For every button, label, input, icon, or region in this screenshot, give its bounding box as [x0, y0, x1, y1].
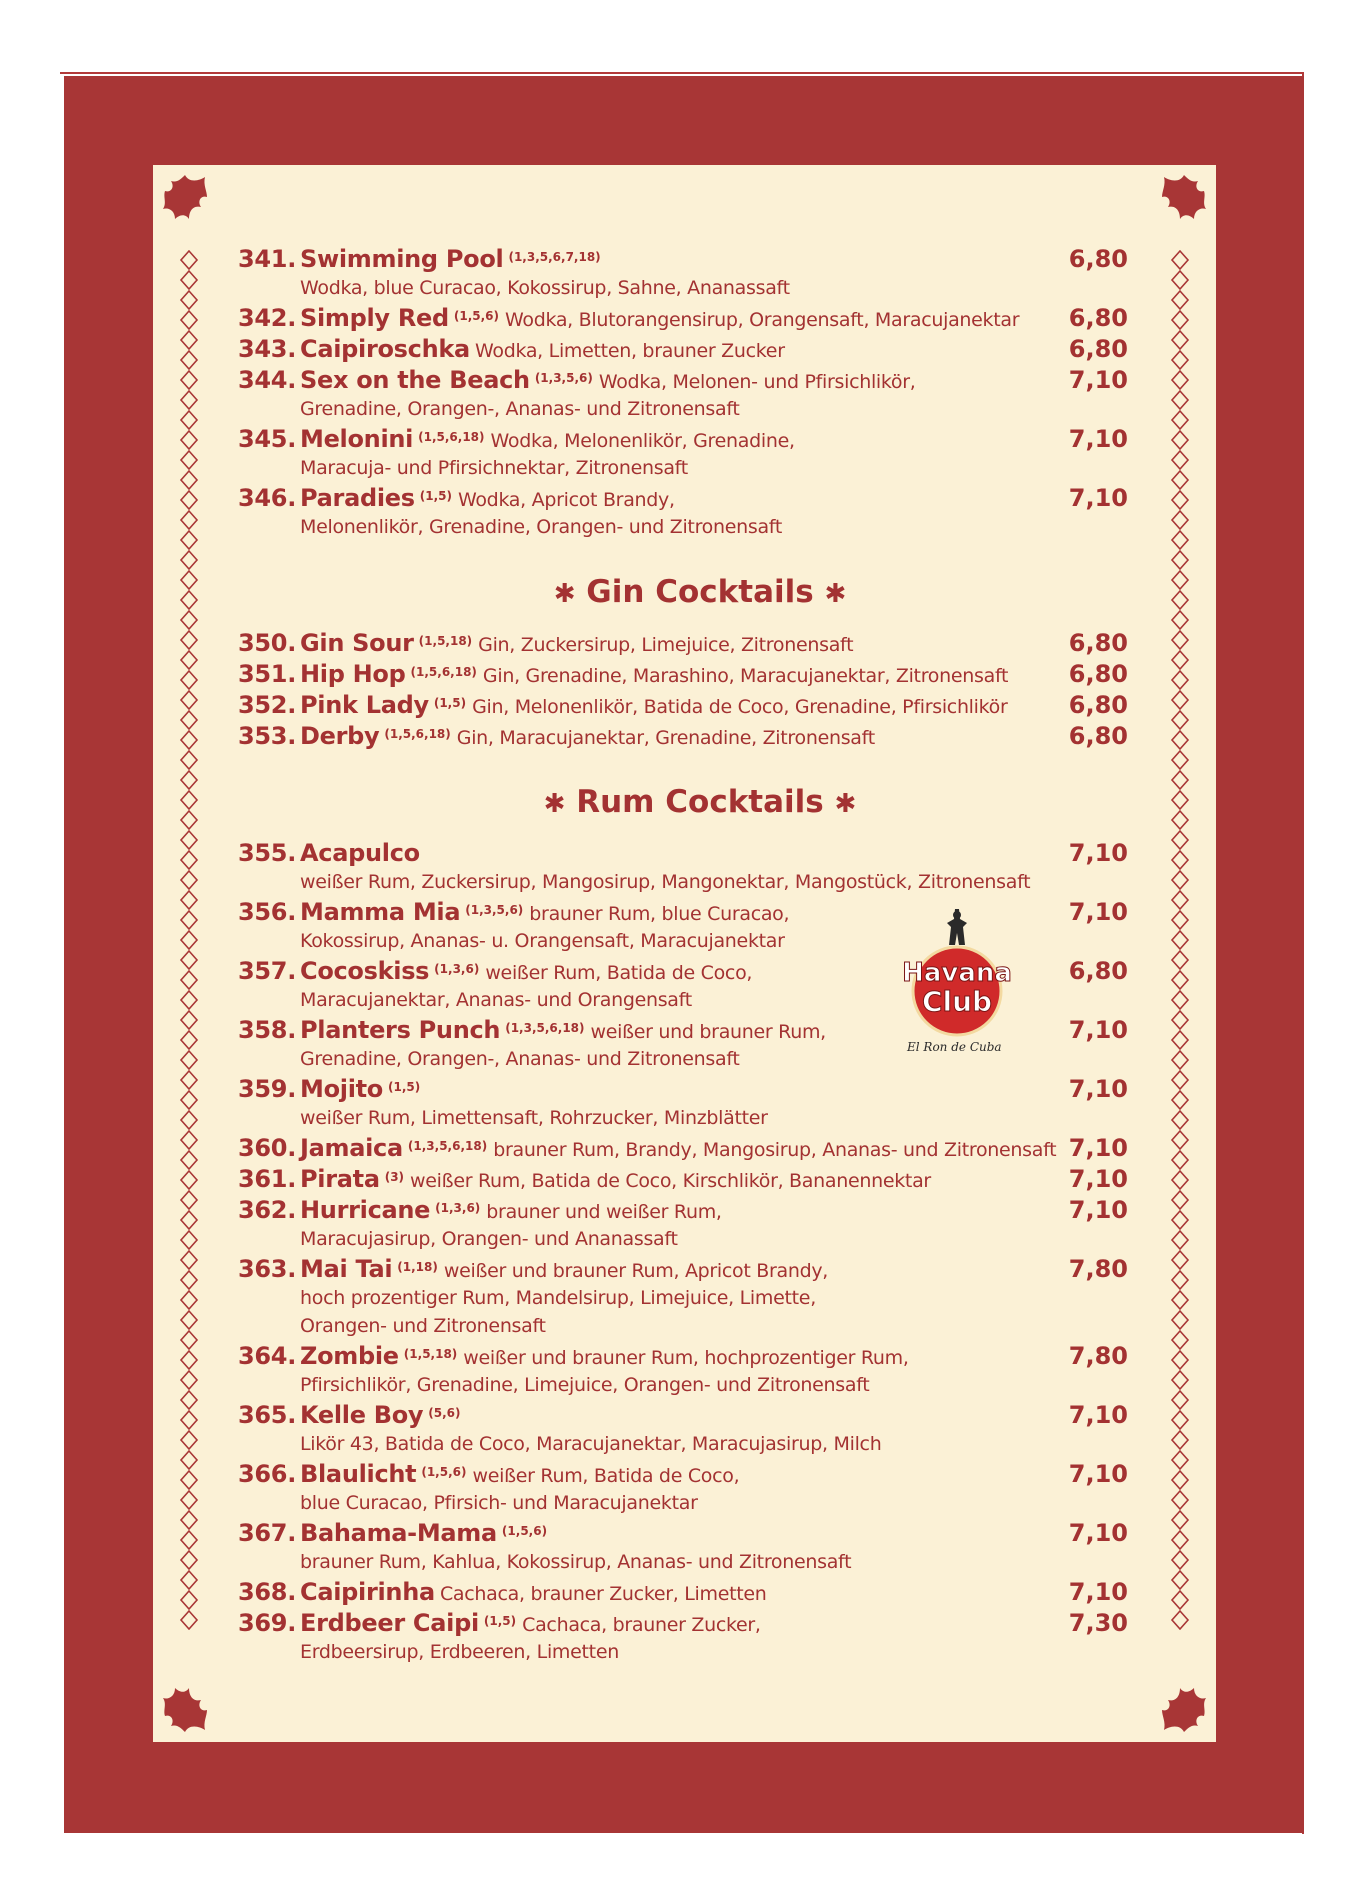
item-description: weißer und brauner Rum, Apricot Brandy,	[443, 1260, 829, 1282]
menu-item	[238, 366, 1128, 425]
logo-word-2: Club	[921, 985, 993, 1018]
fleur-ornament-icon	[159, 171, 211, 223]
item-number: 358.	[238, 1016, 297, 1044]
fleur-ornament-icon	[159, 1684, 211, 1736]
item-description-cont: Maracuja- und Pfirsichnektar, Zitronensaft	[300, 457, 688, 479]
star-icon: ✱	[834, 789, 857, 819]
item-name: Pirata	[300, 1165, 380, 1193]
menu-item	[238, 335, 1128, 366]
item-number: 357.	[238, 957, 297, 985]
item-description-cont: blue Curacao, Pfirsich- und Maracujanektar	[300, 1492, 698, 1514]
item-number: 359.	[238, 1075, 297, 1103]
item-description: Gin, Melonenlikör, Batida de Coco, Grenadine, Pfirsichlikör	[472, 696, 1008, 718]
item-name: Zombie	[300, 1342, 399, 1370]
item-additives: (1,3,6)	[434, 961, 480, 976]
item-price: 6,80	[1068, 660, 1128, 688]
menu-panel	[153, 165, 1216, 1742]
menu-item	[238, 722, 1128, 753]
item-price: 7,30	[1068, 1609, 1128, 1637]
item-number: 350.	[238, 629, 297, 657]
menu-item	[238, 629, 1128, 660]
item-additives: (1,5,6,18)	[410, 664, 477, 679]
item-additives: (1,5)	[419, 488, 452, 503]
item-description-cont: Grenadine, Orangen-, Ananas- und Zitronensaft	[300, 1048, 740, 1070]
item-name: Pink Lady	[300, 691, 429, 719]
item-description: Wodka, Melonen- und Pfirsichlikör,	[598, 371, 916, 393]
item-name: Caipiroschka	[300, 335, 470, 363]
havana-club-logo-icon	[897, 905, 1017, 1060]
menu-item	[238, 425, 1128, 484]
diamond-chain-icon	[1168, 250, 1192, 1630]
item-price: 7,10	[1068, 366, 1128, 394]
item-description: Gin, Grenadine, Marashino, Maracujanektar, Zitronensaft	[482, 665, 1009, 687]
item-description: weißer Rum, Batida de Coco,	[472, 1465, 740, 1487]
item-number: 353.	[238, 722, 297, 750]
item-description: weißer Rum, Batida de Coco, Kirschlikör, Bananennektar	[410, 1170, 931, 1192]
item-additives: (1,5,18)	[418, 633, 473, 648]
item-description: weißer und brauner Rum,	[590, 1021, 826, 1043]
item-number: 363.	[238, 1255, 297, 1283]
item-number: 355.	[238, 839, 297, 867]
item-description: Cachaca, brauner Zucker, Limetten	[439, 1583, 767, 1605]
menu-item	[238, 304, 1128, 335]
item-name: Mamma Mia	[300, 898, 461, 926]
menu-item	[238, 1165, 1128, 1196]
item-description-cont: Erdbeersirup, Erdbeeren, Limetten	[300, 1641, 619, 1663]
item-name: Erdbeer Caipi	[300, 1609, 479, 1637]
item-additives: (1,5,6)	[453, 308, 500, 323]
item-additives: (3)	[384, 1169, 405, 1184]
menu-item	[238, 660, 1128, 691]
item-name: Mai Tai	[300, 1255, 393, 1283]
item-additives: (1,3,5,6)	[534, 370, 593, 385]
item-name: Melonini	[300, 425, 414, 453]
item-description: Wodka, Melonenlikör, Grenadine,	[490, 430, 795, 452]
item-name: Sex on the Beach	[300, 366, 530, 394]
item-description-cont: Kokossirup, Ananas- u. Orangensaft, Maracujanektar	[300, 930, 785, 952]
menu-item	[238, 1255, 1128, 1342]
item-additives: (1,18)	[397, 1259, 438, 1274]
menu-item	[238, 484, 1128, 543]
item-price: 6,80	[1068, 335, 1128, 363]
item-name: Acapulco	[300, 839, 420, 867]
item-name: Paradies	[300, 484, 415, 512]
item-name: Swimming Pool	[300, 245, 504, 273]
item-additives: (1,3,5,6,7,18)	[508, 249, 601, 264]
item-description: Wodka, Blutorangensirup, Orangensaft, Maracujanektar	[505, 309, 1020, 331]
item-number: 368.	[238, 1578, 297, 1606]
item-additives: (1,5,6)	[501, 1523, 548, 1538]
item-description-cont: Grenadine, Orangen-, Ananas- und Zitronensaft	[300, 398, 740, 420]
item-price: 7,10	[1068, 484, 1128, 512]
item-price: 6,80	[1068, 304, 1128, 332]
section-title-text: Gin Cocktails	[586, 574, 814, 610]
item-number: 342.	[238, 304, 297, 332]
item-description: Cachaca, brauner Zucker,	[522, 1614, 761, 1636]
item-description-cont: Maracujanektar, Ananas- und Orangensaft	[300, 989, 692, 1011]
logo-tagline: El Ron de Cuba	[907, 1040, 1002, 1054]
item-additives: (1,3,6)	[435, 1200, 481, 1215]
item-name: Planters Punch	[300, 1016, 501, 1044]
item-number: 366.	[238, 1460, 297, 1488]
item-additives: (1,5)	[483, 1613, 517, 1628]
item-number: 343.	[238, 335, 297, 363]
item-description-cont: Pfirsichlikör, Grenadine, Limejuice, Orangen- und Zitronensaft	[300, 1374, 870, 1396]
item-name: Cocoskiss	[300, 957, 430, 985]
item-description-cont: hoch prozentiger Rum, Mandelsirup, Limejuice, Limette,	[300, 1287, 816, 1309]
menu-item	[238, 1519, 1128, 1578]
menu-item	[238, 1609, 1128, 1668]
menu-item	[238, 1342, 1128, 1401]
menu-item	[238, 839, 1128, 898]
item-price: 6,80	[1068, 245, 1128, 273]
item-additives: (1,3,5,6,18)	[407, 1138, 488, 1153]
star-icon: ✱	[824, 579, 847, 609]
item-price: 7,80	[1068, 1255, 1128, 1283]
item-price: 7,10	[1068, 1401, 1128, 1429]
diamond-chain-icon	[177, 250, 201, 1630]
item-number: 364.	[238, 1342, 297, 1370]
item-number: 367.	[238, 1519, 297, 1547]
menu-item	[238, 1578, 1128, 1609]
item-price: 6,80	[1068, 957, 1128, 985]
item-number: 360.	[238, 1134, 297, 1162]
item-description: Wodka, Apricot Brandy,	[457, 489, 675, 511]
item-description-cont: Likör 43, Batida de Coco, Maracujanektar, Maracujasirup, Milch	[300, 1433, 882, 1455]
item-additives: (1,5,6,18)	[384, 726, 451, 741]
item-name: Simply Red	[300, 304, 449, 332]
item-additives: (1,5)	[388, 1079, 421, 1094]
item-name: Kelle Boy	[300, 1401, 424, 1429]
item-name: Gin Sour	[300, 629, 414, 657]
item-additives: (1,5)	[433, 695, 467, 710]
item-name: Caipirinha	[300, 1578, 435, 1606]
star-icon: ✱	[553, 579, 576, 609]
item-number: 346.	[238, 484, 297, 512]
item-number: 341.	[238, 245, 297, 273]
item-price: 7,10	[1068, 425, 1128, 453]
item-price: 7,10	[1068, 1196, 1128, 1224]
item-description-cont: Wodka, blue Curacao, Kokossirup, Sahne, Ananassaft	[300, 277, 790, 299]
item-additives: (1,3,5,6,18)	[505, 1020, 585, 1035]
item-description-cont: Orangen- und Zitronensaft	[300, 1315, 546, 1337]
item-name: Mojito	[300, 1075, 383, 1103]
item-additives: (1,3,5,6)	[465, 902, 524, 917]
item-number: 365.	[238, 1401, 297, 1429]
item-description: weißer Rum, Batida de Coco,	[485, 962, 753, 984]
item-description: weißer und brauner Rum, hochprozentiger Rum,	[463, 1347, 909, 1369]
menu-item	[238, 691, 1128, 722]
menu-item	[238, 245, 1128, 304]
item-number: 345.	[238, 425, 297, 453]
menu-item	[238, 1075, 1128, 1134]
item-price: 7,10	[1068, 1016, 1128, 1044]
item-price: 7,10	[1068, 839, 1128, 867]
item-number: 361.	[238, 1165, 297, 1193]
item-price: 7,10	[1068, 1165, 1128, 1193]
item-price: 6,80	[1068, 691, 1128, 719]
item-price: 7,10	[1068, 1460, 1128, 1488]
item-name: Bahama-Mama	[300, 1519, 497, 1547]
item-description: brauner Rum, blue Curacao,	[529, 903, 790, 925]
item-name: Jamaica	[300, 1134, 403, 1162]
logo-word-1: Havana	[902, 958, 1012, 988]
item-description-cont: Maracujasirup, Orangen- und Ananassaft	[300, 1228, 678, 1250]
item-description-cont: brauner Rum, Kahlua, Kokossirup, Ananas- und Zitronensaft	[300, 1551, 852, 1573]
menu-item	[238, 1401, 1128, 1460]
section-title	[238, 779, 1128, 839]
item-price: 7,10	[1068, 1134, 1128, 1162]
item-price: 7,10	[1068, 1519, 1128, 1547]
item-description: Gin, Maracujanektar, Grenadine, Zitronensaft	[456, 727, 875, 749]
item-price: 7,10	[1068, 898, 1128, 926]
item-number: 369.	[238, 1609, 297, 1637]
item-number: 351.	[238, 660, 297, 688]
section-title	[238, 569, 1128, 629]
item-number: 362.	[238, 1196, 297, 1224]
menu-item	[238, 1196, 1128, 1255]
star-icon: ✱	[543, 789, 566, 819]
item-description-cont: weißer Rum, Limettensaft, Rohrzucker, Minzblätter	[300, 1107, 768, 1129]
item-number: 356.	[238, 898, 297, 926]
item-description: brauner und weißer Rum,	[486, 1201, 722, 1223]
fleur-ornament-icon	[1158, 1684, 1210, 1736]
item-price: 7,10	[1068, 1075, 1128, 1103]
item-additives: (1,5,6,18)	[418, 429, 485, 444]
item-name: Hip Hop	[300, 660, 406, 688]
item-name: Blaulicht	[300, 1460, 417, 1488]
fleur-ornament-icon	[1158, 171, 1210, 223]
item-price: 7,10	[1068, 1578, 1128, 1606]
item-number: 352.	[238, 691, 297, 719]
menu-item	[238, 1460, 1128, 1519]
item-additives: (5,6)	[428, 1405, 461, 1420]
item-price: 6,80	[1068, 722, 1128, 750]
item-name: Derby	[300, 722, 380, 750]
section-title-text: Rum Cocktails	[576, 784, 824, 820]
item-description-cont: weißer Rum, Zuckersirup, Mangosirup, Mangonektar, Mangostück, Zitronensaft	[300, 871, 1031, 893]
item-description: Wodka, Limetten, brauner Zucker	[475, 340, 785, 362]
item-name: Hurricane	[300, 1196, 431, 1224]
item-additives: (1,5,6)	[421, 1464, 467, 1479]
item-price: 6,80	[1068, 629, 1128, 657]
item-description-cont: Melonenlikör, Grenadine, Orangen- und Zitronensaft	[300, 516, 783, 538]
item-description: brauner Rum, Brandy, Mangosirup, Ananas- und Zitronensaft	[493, 1139, 1057, 1161]
item-price: 7,80	[1068, 1342, 1128, 1370]
item-additives: (1,5,18)	[403, 1346, 458, 1361]
item-number: 344.	[238, 366, 297, 394]
menu-item	[238, 1134, 1128, 1165]
item-description: Gin, Zuckersirup, Limejuice, Zitronensaft	[478, 634, 854, 656]
